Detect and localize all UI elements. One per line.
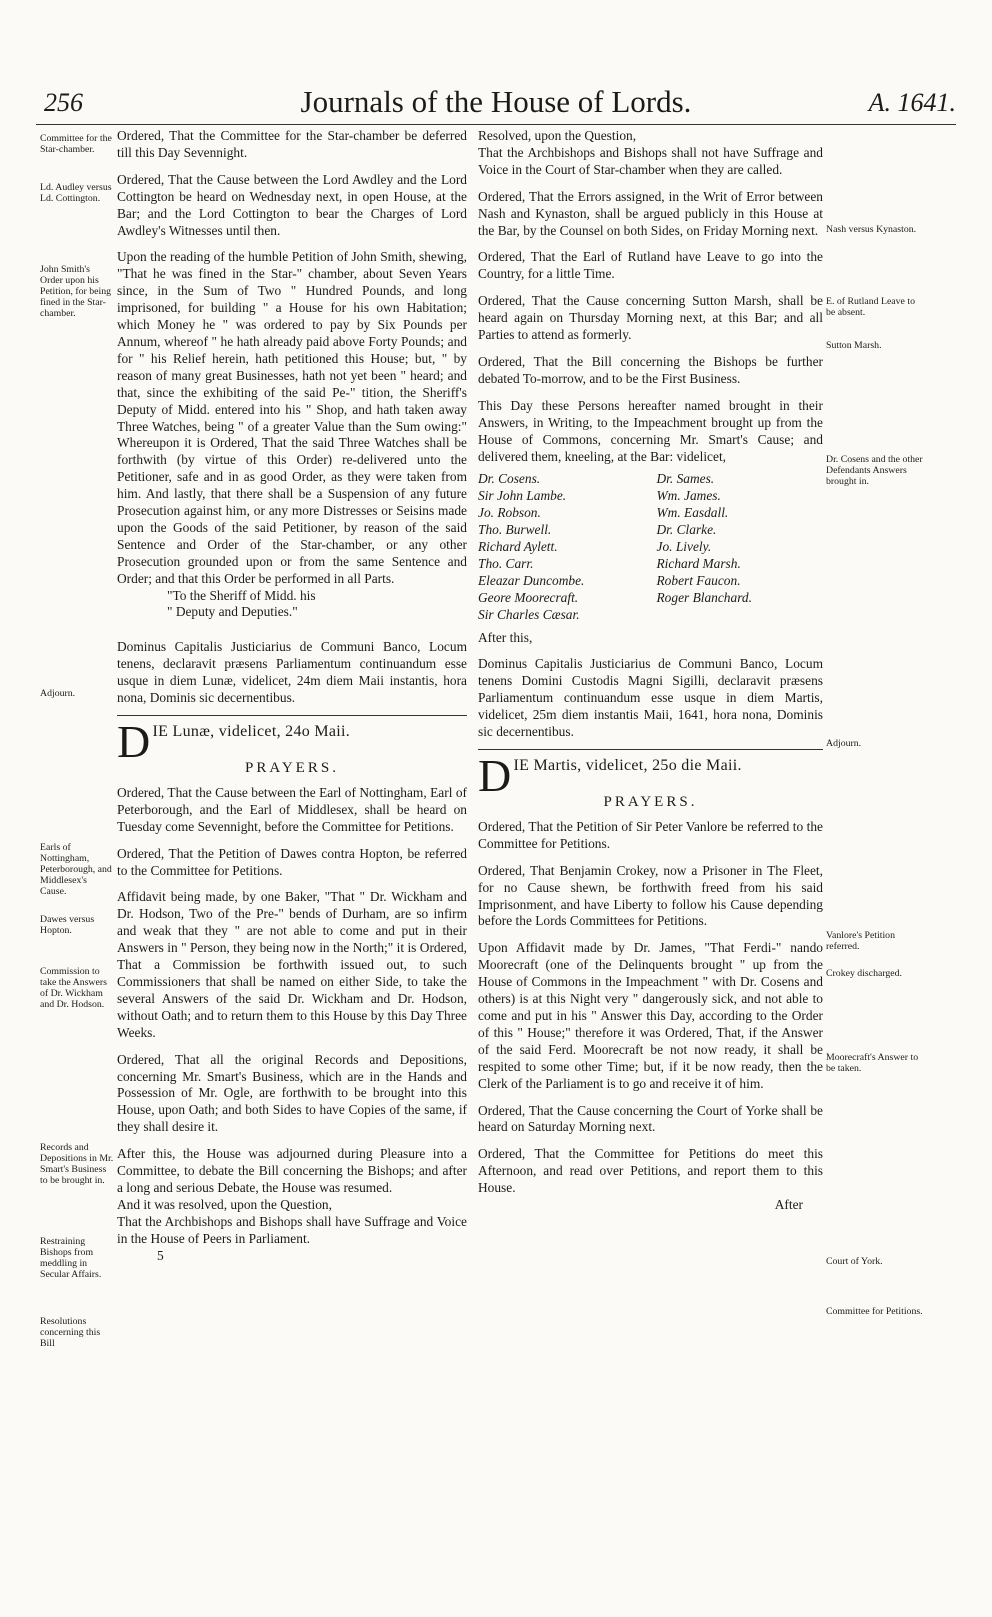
entry-john-smith-petition: Upon the reading of the humble Petition of John Smith, shewing, "That he was fined in the Star-" chamber, about Seven Years since, in the Sum of Two " Hundred Pounds, and long imprisoned, for building " a House for his own Habitation; which Money he " was ordered to pay by Six Pounds per Annum, whereof " he hath already paid above Forty Pounds; and for " his Relief herein, hath petitioned this House; but, " by reason of many great Businesses, hath not yet been " heard; and that, since the exhibiting of the said Pe-" tition, the Sheriff's Deputy of Midd. entered into his " Shop, and hath taken away Three Watches, being " of a greater Value than the Sum owing:" Whereupon it is Ordered, That the said Three Watches shall be forthwith (by virtue of this Order) re-delivered unto the Petitioner, safe and in as good Order, as they were taken from him. And lastly, that there shall be a Suspension of any future Prosecution against him, or any more Distresses or Seisins made upon the Goods of the said Petitioner, by reason of the said Sentence and Order of the Star-chamber, or any other Prosecution grounded upon or from the same Sentence and Order; and that this Order be performed in all Parts. xyxy=(117,249,467,586)
list-item: Dr. Sames. xyxy=(656,471,715,487)
sidenote-right: Court of York. xyxy=(826,1256,883,1267)
sidenote-left: Ld. Audley versus Ld. Cottington. xyxy=(40,182,112,204)
list-item: Tho. Burwell. xyxy=(478,522,552,538)
entry-commission-answers: Affidavit being made, by one Baker, "That " Dr. Wickham and Dr. Hodson, Two of the Pre-" bends of Durham, are so infirm and weak that they " are not able to come and put in their Answers in " Person, they being now in the North;" it is Ordered, That a Commission be forthwith issued out, to such Commissioners that shall be named on either Side, to take the several Answers of the said Dr. Wickham and Dr. Hodson, without Oath; and to return them to this House by this Day Three Weeks. xyxy=(117,889,467,1040)
catchword: After xyxy=(774,1197,803,1213)
entry-resolution-star-chamber: That the Archbishops and Bishops shall not have Suffrage and Voice in the Court of Star-chamber when they are called. xyxy=(478,144,823,177)
running-header xyxy=(36,84,956,124)
names-column-right xyxy=(657,471,824,623)
defendants-list xyxy=(478,471,823,623)
day-heading-text: IE Lunæ, videlicet, 24o Maii. xyxy=(152,723,351,740)
list-item: Richard Marsh. xyxy=(656,555,741,571)
entry-resolved: And it was resolved, upon the Question, xyxy=(117,1196,332,1212)
entry-court-of-york: Ordered, That the Cause concerning the Court of Yorke shall be heard on Saturday Morning next. xyxy=(478,1102,823,1135)
left-column xyxy=(117,128,467,1264)
section-rule xyxy=(478,749,823,750)
day-heading xyxy=(478,750,823,801)
list-item: Tho. Carr. xyxy=(478,555,534,571)
journal-title: Journals of the House of Lords. xyxy=(300,84,692,119)
header-year: A. 1641. xyxy=(868,88,956,117)
sidenote-left: Adjourn. xyxy=(40,688,76,699)
entry-adjournment: Dominus Capitalis Justiciarius de Communi Banco, Locum tenens Domini Custodis Magni Sigilli, declaravit præsens Parliamentum continuandum esse usque in diem Martis, videlicet, 25m diem instantis Maii, 1641, hora nona, Dominis sic decernentibus. xyxy=(478,656,823,740)
list-item: Roger Blanchard. xyxy=(656,589,752,605)
entry-after-this: After this, xyxy=(478,629,533,645)
day-heading xyxy=(117,716,467,767)
entry-nash-kynaston: Ordered, That the Errors assigned, in the Writ of Error between Nash and Kynaston, shall be argued publicly in this House at the Bar, by the Counsel on both Sides, on Friday Morning next. xyxy=(478,188,823,238)
list-item: Eleazar Duncombe. xyxy=(478,572,585,588)
names-column-left xyxy=(478,471,645,623)
sidenote-right: Crokey discharged. xyxy=(826,968,902,979)
sidenote-left: Records and Depositions in Mr. Smart's Business to be brought in. xyxy=(40,1142,114,1186)
entry-sutton-marsh: Ordered, That the Cause concerning Sutton Marsh, shall be heard again on Thursday Morning next, at this Bar; and all Parties to attend as formerly. xyxy=(478,293,823,343)
sidenote-right: Vanlore's Petition referred. xyxy=(826,930,895,952)
entry-bishops-bill: Ordered, That the Bill concerning the Bishops be further debated To-morrow, and to be the First Business. xyxy=(478,353,823,386)
address-line: " Deputy and Deputies." xyxy=(167,604,298,620)
sidenote-right: Committee for Petitions. xyxy=(826,1306,923,1317)
list-item: Richard Aylett. xyxy=(478,539,558,555)
drop-cap: D xyxy=(117,716,151,767)
list-item: Sir John Lambe. xyxy=(478,488,567,504)
sidenote-left: Committee for the Star-chamber. xyxy=(40,133,112,155)
list-item: Wm. James. xyxy=(656,488,721,504)
list-item: Dr. Cosens. xyxy=(478,471,541,487)
section-rule xyxy=(117,715,467,716)
sidenote-left: Restraining Bishops from meddling in Secular Affairs. xyxy=(40,1236,102,1280)
list-item: Jo. Robson. xyxy=(478,505,541,521)
entry-rutland-leave: Ordered, That the Earl of Rutland have Leave to go into the Country, for a little Time. xyxy=(478,249,823,282)
sidenote-left: John Smith's Order upon his Petition, for being fined in the Star-chamber. xyxy=(40,264,112,319)
entry-moorecraft-affidavit: Upon Affidavit made by Dr. James, "That Ferdi-" nando Moorecraft (one of the Delinquents brought " up from the House of Commons in the Impeachment " with Dr. Cosens and others) is at this Night very " dangerously sick, and not able to come and put in his " Answer this Day, according to the Order of this " House;" therefore it was Ordered, That, if the Answer of the said Ferd. Moorecraft be not now ready, it shall be respited to some other Time; but, if it be now ready, then the Clerk of the Parliament is to go and receive it of him. xyxy=(478,940,823,1091)
list-item: Dr. Clarke. xyxy=(656,522,717,538)
sidenote-left: Resolutions concerning this Bill xyxy=(40,1316,101,1349)
list-item: Sir Charles Cæsar. xyxy=(478,606,580,622)
drop-cap: D xyxy=(478,750,512,801)
list-item: Wm. Easdall. xyxy=(656,505,729,521)
entry-adjournment: Dominus Capitalis Justiciarius de Communi Banco, Locum tenens, declaravit præsens Parliamentum continuandum esse usque in diem Lunæ, videlicet, 24m diem Maii instantis, hora nona, Dominis sic decernentibus. xyxy=(117,639,467,706)
list-item: Jo. Lively. xyxy=(656,539,712,555)
entry-nottingham-cause: Ordered, That the Cause between the Earl of Nottingham, Earl of Peterborough, and the Earl of Middlesex, shall be heard on Tuesday come Sevennight, before the Committee for Petitions. xyxy=(117,784,467,834)
list-item: Geore Moorecraft. xyxy=(478,589,579,605)
entry-resolved: Resolved, upon the Question, xyxy=(478,128,637,143)
prayers-heading: PRAYERS. xyxy=(245,760,339,776)
address-line: "To the Sheriff of Midd. his xyxy=(167,587,316,603)
day-heading-text: IE Martis, videlicet, 25o die Maii. xyxy=(513,757,742,774)
entry-answers-brought-in: This Day these Persons hereafter named brought in their Answers, in Writing, to the Impeachment brought up from the House of Commons, concerning Mr. Smart's Cause; and delivered them, kneeling, at the Bar: videlicet, xyxy=(478,397,823,464)
page-number: 256 xyxy=(44,88,83,117)
prayers-heading: PRAYERS. xyxy=(603,794,698,810)
signature-mark: 5 xyxy=(157,1247,164,1263)
entry-star-chamber-committee: Ordered, That the Committee for the Star-chamber be deferred till this Day Sevennight. xyxy=(117,128,467,160)
sidenote-right: Nash versus Kynaston. xyxy=(826,224,917,235)
sidenote-right: Adjourn. xyxy=(826,738,862,749)
entry-dawes-hopton: Ordered, That the Petition of Dawes contra Hopton, be referred to the Committee for Petitions. xyxy=(117,845,467,878)
sidenote-right: Moorecraft's Answer to be taken. xyxy=(826,1052,919,1074)
entry-audley-cottington: Ordered, That the Cause between the Lord Awdley and the Lord Cottington be heard on Wednesday next, in open House, at the Bar; and the Lord Cottington to bear the Charges of Lord Awdley's Witnesses until then. xyxy=(117,171,467,238)
sidenote-right: E. of Rutland Leave to be absent. xyxy=(826,296,915,318)
sidenote-left: Earls of Nottingham, Peterborough, and Middlesex's Cause. xyxy=(40,842,112,897)
header-rule xyxy=(36,124,956,125)
entry-vanlore-petition: Ordered, That the Petition of Sir Peter Vanlore be referred to the Committee for Petitions. xyxy=(478,818,823,851)
list-item: Robert Faucon. xyxy=(656,572,741,588)
entry-resolution-bishops: That the Archbishops and Bishops shall have Suffrage and Voice in the House of Peers in Parliament. xyxy=(117,1213,467,1246)
entry-committee-debate: After this, the House was adjourned during Pleasure into a Committee, to debate the Bill concerning the Bishops; and after a long and serious Debate, the House was resumed. xyxy=(117,1146,467,1195)
sidenote-left: Commission to take the Answers of Dr. Wickham and Dr. Hodson. xyxy=(40,966,107,1010)
entry-committee-petitions: Ordered, That the Committee for Petitions do meet this Afternoon, and read over Petitions, and report them to this House. xyxy=(478,1146,823,1196)
right-column xyxy=(478,128,823,1214)
entry-records-depositions: Ordered, That all the original Records and Depositions, concerning Mr. Smart's Business, which are in the Hands and Possession of Mr. Ogle, are forthwith to be brought into this House, upon Oath; and both Sides to have Copies of the same, if they shall desire it. xyxy=(117,1051,467,1135)
sidenote-right: Sutton Marsh. xyxy=(826,340,882,351)
sidenote-right: Dr. Cosens and the other Defendants Answers brought in. xyxy=(826,454,923,487)
sidenote-left: Dawes versus Hopton. xyxy=(40,914,95,936)
entry-crokey-discharged: Ordered, That Benjamin Crokey, now a Prisoner in The Fleet, for no Cause shewn, be forthwith freed from his said Imprisonment, and have Liberty to follow his Cause depending before the Lords Committees for Petitions. xyxy=(478,862,823,929)
